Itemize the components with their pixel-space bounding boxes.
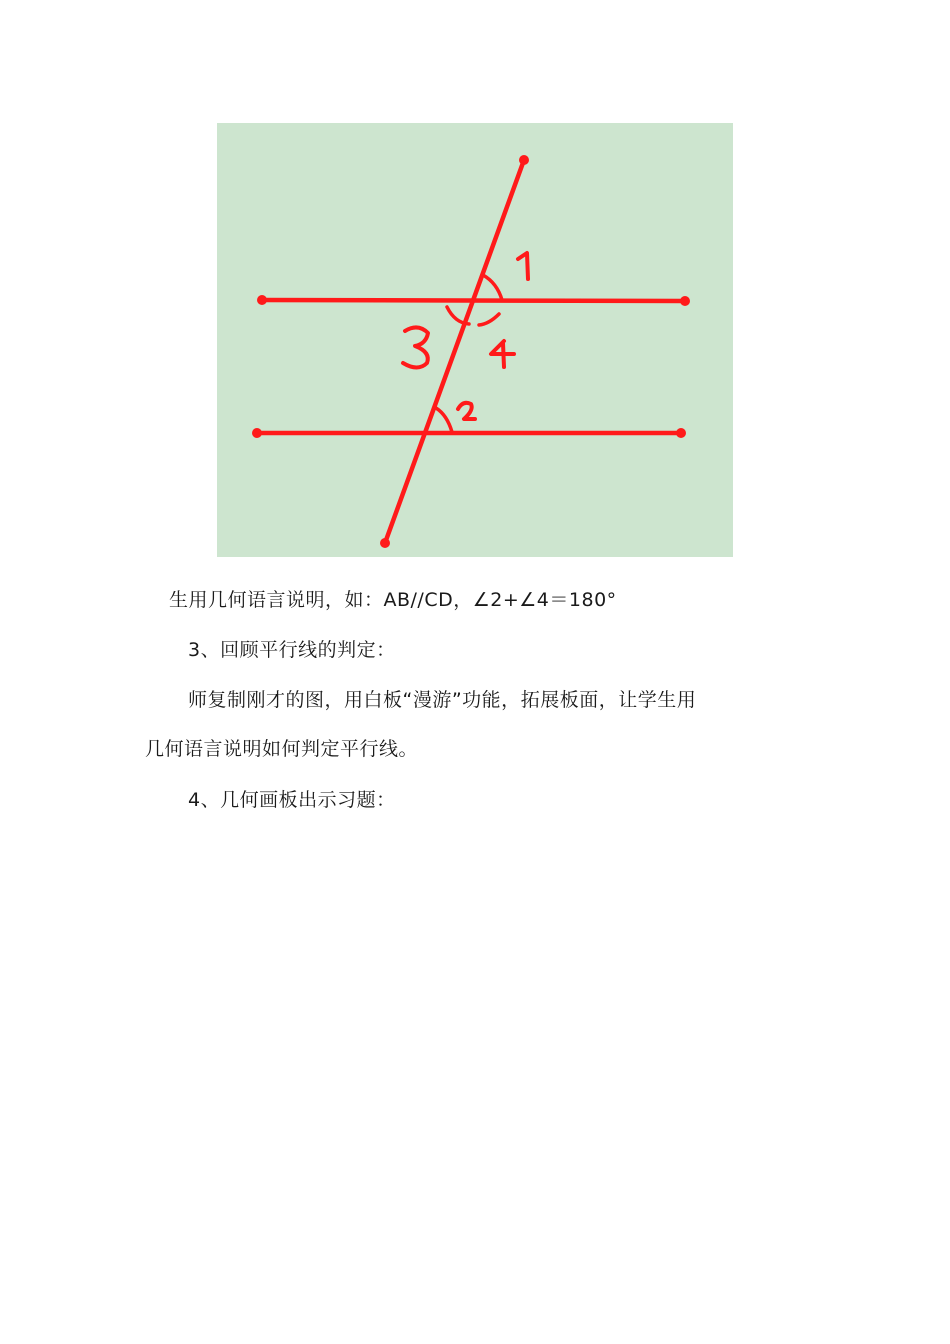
transversal-top-endpoint (519, 155, 529, 165)
angle-4-label (491, 341, 514, 367)
angle-4-arc (479, 314, 499, 325)
text-line-review-heading: 3、回顾平行线的判定： (188, 639, 396, 661)
parallel-lines-figure (217, 123, 733, 557)
upper-line-left-endpoint (257, 295, 267, 305)
text-line-teacher-activity: 师复制刚才的图，用白板“漫游”功能，拓展板面，让学生用 (188, 689, 697, 711)
angle-1-label (518, 253, 528, 279)
angle-1-arc (483, 275, 502, 300)
parallel-lines-diagram (217, 123, 733, 557)
text-line-exercise-heading: 4、几何画板出示习题： (188, 789, 396, 811)
text-line-geometry-statement: 生用几何语言说明，如：AB//CD，∠2+∠4＝180° (169, 589, 617, 611)
lower-line-right-endpoint (676, 428, 686, 438)
angle-2-label (458, 403, 475, 419)
upper-line-right-endpoint (680, 296, 690, 306)
text-line-teacher-activity-continued: 几何语言说明如何判定平行线。 (145, 738, 419, 760)
angle-3-label (403, 327, 428, 367)
angle-2-arc (436, 408, 452, 432)
lower-line-left-endpoint (252, 428, 262, 438)
transversal-bottom-endpoint (380, 538, 390, 548)
